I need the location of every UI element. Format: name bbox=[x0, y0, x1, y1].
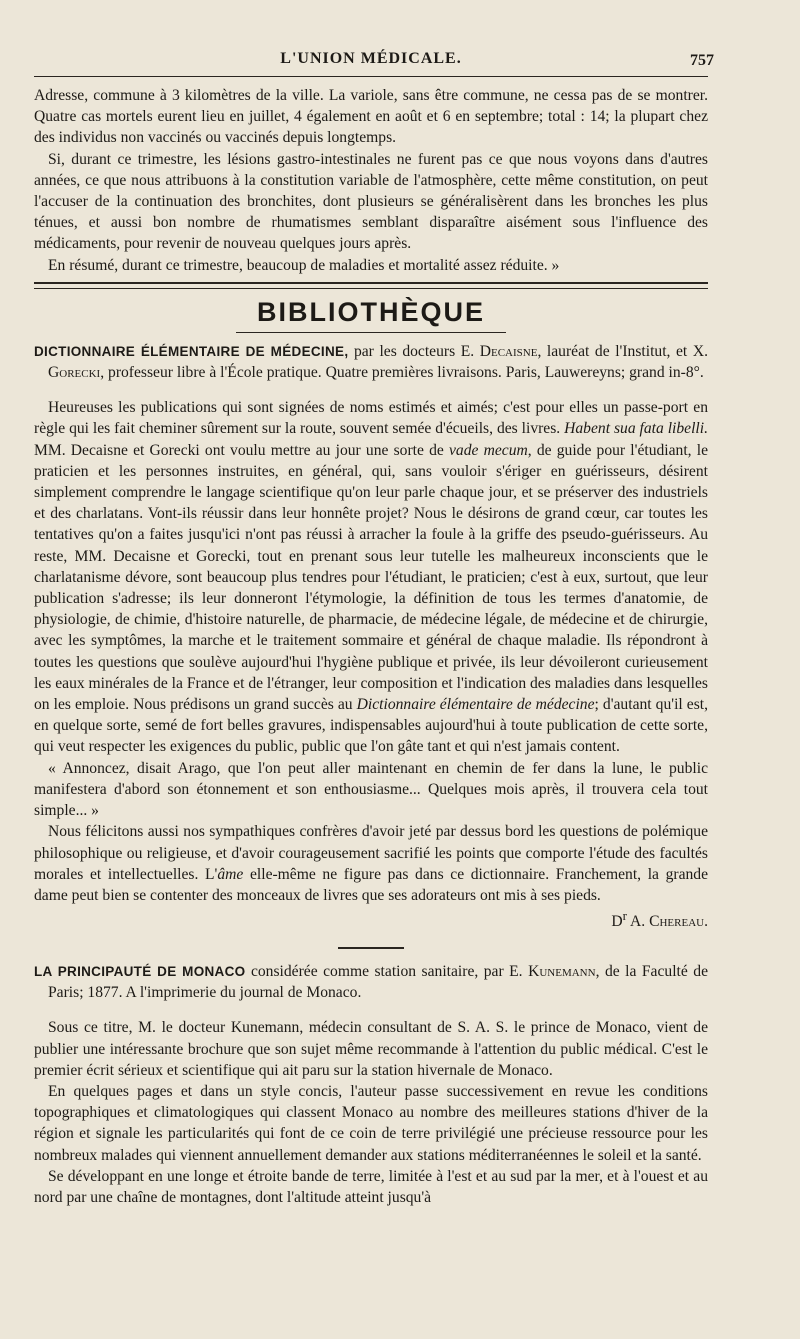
paragraph: Si, durant ce trimestre, les lésions gastro-intestinales ne furent pas ce que nous voyons dans d'autres années, ce que nous attribuons à la constitution variable de l'atmosphère, cette même constitution, on peut l'accuser de la continuation des bronchites, dont plusieurs se généralisèrent dans les bronches les plus ténues, et aussi bon nombre de rhumatismes semblant disparaître aisément sous l'influence des médicaments, pour revenir de nouveau quelques jours après. bbox=[34, 150, 708, 253]
author-name: Kunemann bbox=[528, 962, 596, 980]
quotation: « Annoncez, disait Arago, que l'on peut aller maintenant en chemin de fer dans la lune, le public manifestera d'abord son étonnement et son enthousiasme... Quelques mois après, il trouvera cela tout simple... » bbox=[34, 759, 708, 820]
review-dictionnaire bbox=[34, 341, 708, 931]
paragraph: Sous ce titre, M. le docteur Kunemann, médecin consultant de S. A. S. le prince de Monaco, vient de publier une intéressante brochure que son sujet même recommande à l'attention du public médical. C'est le premier écrit sérieux et scientifique qui ait paru sur la station hivernale de Monaco. bbox=[34, 1019, 708, 1079]
author-name: Decaisne bbox=[479, 342, 538, 360]
section-title: BIBLIOTHÈQUE bbox=[256, 296, 485, 327]
paragraph: En quelques pages et dans un style concis, l'auteur passe successivement en revue les conditions topographiques et climatologiques qui classent Monaco au nombre des meilleures stations d'hiver de la région et signale les particularités qui font de ce coin de terre privilégié une précieuse ressource pour les nombreux malades qui viennent annuellement demander aux stations méditerranéennes le soleil et la santé. bbox=[34, 1082, 708, 1164]
signature: $D^r$ A. Chereau. bbox=[611, 908, 708, 931]
previous-article-end bbox=[34, 85, 708, 276]
short-rule-separator bbox=[338, 947, 404, 949]
title-underline bbox=[236, 332, 506, 333]
paragraph: En résumé, durant ce trimestre, beaucoup de maladies et mortalité assez réduite. » bbox=[48, 256, 560, 274]
paragraph: Adresse, commune à 3 kilomètres de la ville. La variole, sans être commune, ne cessa pas de se montrer. Quatre cas mortels eurent lieu en juillet, 4 également en août et 6 en septembre; total : 14; la plupart chez des individus non vaccinés ou vaccinés depuis longtemps. bbox=[34, 87, 708, 147]
paragraph: Heureuses les publications qui sont signées de noms estimés et aimés; c'est pour elles un passe-port en règle qui les fait cheminer sûrement sur la route, souvent semée d'écueils, des livres. Habent sua fata libelli. MM. Decaisne et Gorecki ont voulu mettre au jour une sorte de vade mecum, de guide pour l'étudiant, le praticien et les personnes instruites, en général, qui, sans vouloir s'ériger en guérisseurs, désirent simplement comprendre le langage scientifique qu'on leur parle chaque jour, et se préserver des industriels et des charlatans. Vont-ils réussir dans leur honnête projet? Nous le désirons de grand cœur, car toutes les tentatives qu'on a faites jusqu'ici n'ont pas réussi à arracher la foule à la griffe des pseudo-guérisseurs. Au reste, MM. Decaisne et Gorecki, tout en prenant sous leur tutelle les malheureux inconscients que le charlatanisme dévore, sont beaucoup plus tendres pour l'étudiant, le praticien; c'est à eux, surtout, que leur publication s'adresse; ils leur donneront l'étymologie, la définition de tous les termes d'anatomie, de physiologie, de chimie, d'histoire naturelle, de pharmacie, de médecine légale, de médecine et de chirurgie, avec les symptômes, la marche et le traitement sommaire et général de chaque maladie. Ils répondront à toutes les questions que soulève aujourd'hui l'hygiène publique et privée, ils leur dévoileront curieusement les eaux minérales de la France et de l'étranger, leur composition et l'indication des maladies dans lesquelles on les emploie. Nous prédisons un grand succès au Dictionnaire élémentaire de médecine; d'autant qu'il est, en quelque sorte, semé de fort belles gravures, indispensables aujourd'hui à toute publication de cette sorte, qui veut respecter les exigences du public, public que l'on gâte tant et qui n'est jamais content. bbox=[34, 399, 708, 756]
paragraph: Se développant en une longe et étroite bande de terre, limitée à l'est et au sud par la mer, et à l'ouest et au nord par une chaîne de montagnes, dont l'altitude atteint jusqu'à bbox=[34, 1167, 708, 1206]
page-number: 757 bbox=[690, 52, 714, 69]
review-monaco bbox=[34, 961, 708, 1208]
running-title: L'UNION MÉDICALE. bbox=[280, 50, 462, 67]
review-lead-title: DICTIONNAIRE ÉLÉMENTAIRE DE MÉDECINE, bbox=[34, 343, 349, 359]
double-rule-separator bbox=[34, 282, 708, 289]
review-lead-title: LA PRINCIPAUTÉ DE MONACO bbox=[34, 963, 246, 979]
review-heading: DICTIONNAIRE ÉLÉMENTAIRE DE MÉDECINE, par les docteurs E. Decaisne, lauréat de l'Institut, et X. Gorecki, professeur libre à l'École pratique. Quatre premières livraisons. Paris, Lauwereyns; grand in-8°. bbox=[34, 342, 708, 382]
running-header bbox=[34, 50, 714, 77]
paragraph: Nous félicitons aussi nos sympathiques confrères d'avoir jeté par dessus bord les questions de polémique philosophique ou religieuse, et d'avoir courageusement sacrifié les points que comporte l'étude des facultés morales et intellectuelles. L'âme elle-même ne figure pas dans ce dictionnaire. Franchement, la grande dame peut bien se contenter des monceaux de livres que ses adorateurs ont mis à ses pieds. bbox=[34, 823, 709, 904]
author-name: Gorecki bbox=[48, 364, 101, 382]
review-heading: LA PRINCIPAUTÉ DE MONACO considérée comme station sanitaire, par E. Kunemann, de la Faculté de Paris; 1877. A l'imprimerie du journal de Monaco. bbox=[34, 962, 708, 1002]
